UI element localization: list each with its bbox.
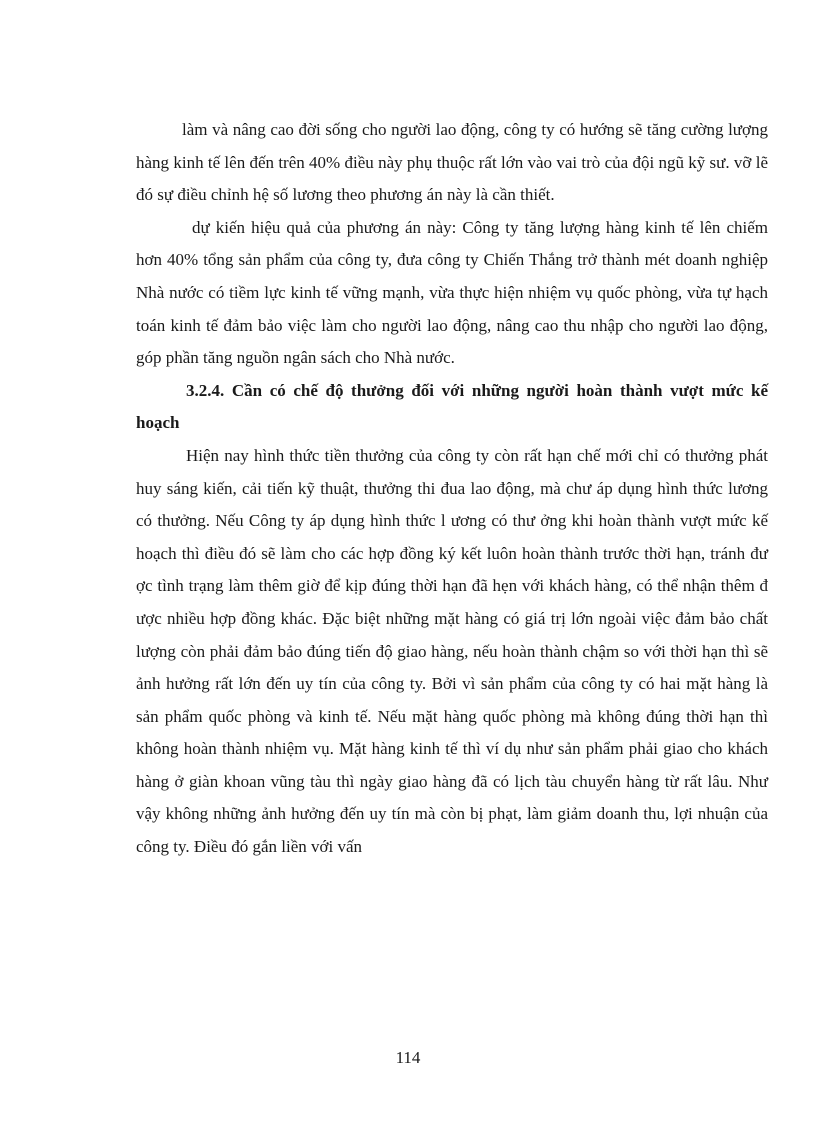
body-text	[136, 114, 768, 864]
section-paragraph: Hiện nay hình thức tiền thưởng của công ty còn rất hạn chế mới chỉ có thưởng phát huy sáng kiến, cải tiến kỹ thuật, thưởng thi đua lao động, mà chư áp dụng hình thức lương có thưởng. Nếu Công ty áp dụng hình thức l ương có thư ởng khi hoàn thành vượt mức kế hoạch thì điều đó sẽ làm cho các hợp đồng ký kết luôn hoàn thành trước thời hạn, tránh đư ợc tình trạng làm thêm giờ để kịp đúng thời hạn đã hẹn với khách hàng, có thể nhận thêm đ ược nhiều hợp đồng khác. Đặc biệt những mặt hàng có giá trị lớn ngoài việc đảm bảo chất lượng còn phải đảm bảo đúng tiến độ giao hàng, nếu hoàn thành chậm so với thời hạn thì sẽ ảnh hưởng rất lớn đến uy tín của công ty. Bởi vì sản phẩm của công ty có hai mặt hàng là sản phẩm quốc phòng và kinh tế. Nếu mặt hàng quốc phòng mà không đúng thời hạn thì không hoàn thành nhiệm vụ. Mặt hàng kinh tế thì ví dụ như sản phẩm phải giao cho khách hàng ở giàn khoan vũng tàu thì ngày giao hàng đã có lịch tàu chuyển hàng từ rất lâu. Như vậy không những ảnh hưởng đến uy tín mà còn bị phạt, làm giảm doanh thu, lợi nhuận của công ty. Điều đó gắn liền với vấn	[136, 445, 768, 857]
section-heading: 3.2.4. Cần có chế độ thưởng đối với những người hoàn thành vượt mức kế hoạch	[136, 380, 768, 433]
paragraph-1: làm và nâng cao đời sống cho người lao động, công ty có hướng sẽ tăng cường lượng hàng kinh tế lên đến trên 40% điều này phụ thuộc rất lớn vào vai trò của đội ngũ kỹ sư. vỡ lẽ đó sự điều chỉnh hệ số lương theo phương án này là cần thiết.	[136, 120, 768, 205]
page-number: 114	[395, 1048, 421, 1067]
paragraph-2: dự kiến hiệu quả của phương án này: Công ty tăng lượng hàng kinh tế lên chiếm hơn 40% tổng sản phẩm của công ty, đưa công ty Chiến Thắng trở thành mét doanh nghiệp Nhà nước có tiềm lực kinh tế vững mạnh, vừa thực hiện nhiệm vụ quốc phòng, vừa tự hạch toán kinh tế đảm bảo việc làm cho người lao động, nâng cao thu nhập cho người lao động, góp phần tăng nguồn ngân sách cho Nhà nước.	[136, 217, 768, 368]
